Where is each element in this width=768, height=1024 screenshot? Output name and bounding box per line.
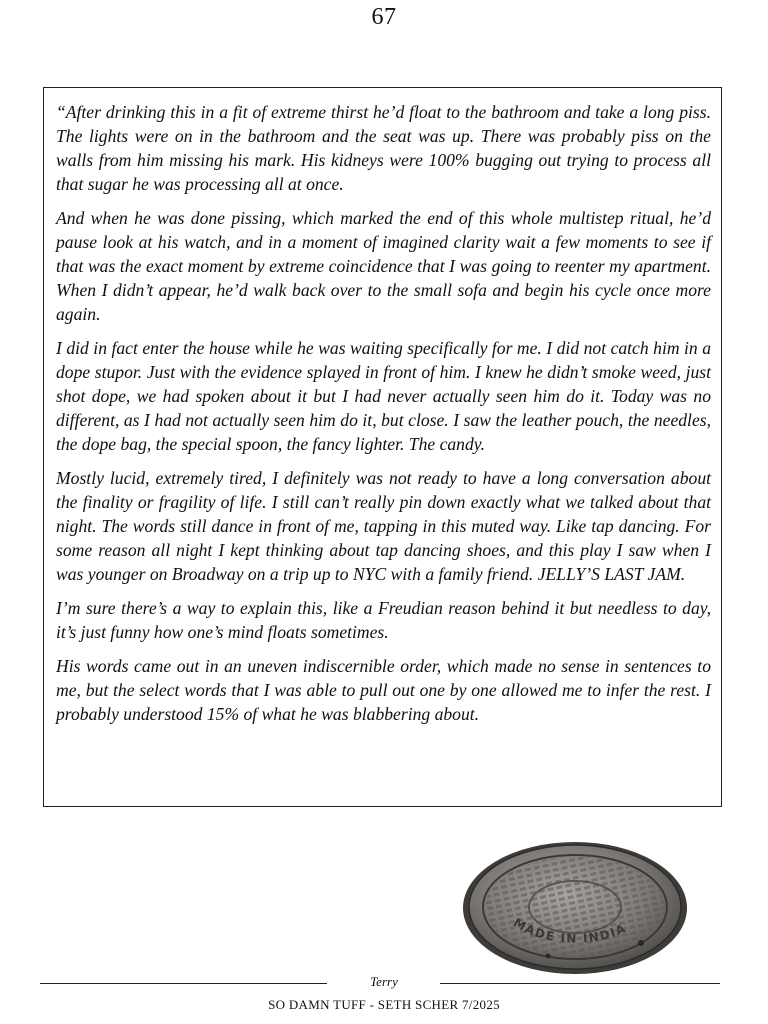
page-number: 67 — [371, 4, 397, 30]
paragraph-1: “After drinking this in a fit of extreme thirst he’d float to the bathroom and take a long piss. The lights were on in the bathroom and the seat was up. There was probably piss on the walls from him missing his mark. His kidneys were 100% bugging out trying to process all that sugar he was processing all at once. — [56, 102, 711, 194]
paragraph-2: And when he was done pissing, which marked the end of this whole multistep ritual, he’d pause look at his watch, and in a moment of imagined clarity wait a few moments to see if that was the exact moment by extreme coincidence that I was going to reenter my apartment. When I didn’t appear, he’d walk back over to the small sofa and begin his cycle once more again. — [56, 208, 711, 324]
story-text-box — [43, 87, 722, 807]
paragraph-3: I did in fact enter the house while he was waiting specifically for me. I did not catch him in a dope stupor. Just with the evidence splayed in front of him. I knew he didn’t smoke weed, just shot dope, we had spoken about it but I had never actually seen him do it. Today was no different, as I had not actually seen him do it, but close. I saw the leather pouch, the needles, the dope bag, the special spoon, the fancy lighter. The candy. — [56, 338, 711, 454]
manhole-cover-icon — [462, 838, 688, 976]
footer-character-name: Terry — [370, 974, 398, 989]
footer-credit: SO DAMN TUFF - SETH SCHER 7/2025 — [268, 997, 500, 1012]
paragraph-4: Mostly lucid, extremely tired, I definitely was not ready to have a long conversation about the finality or fragility of life. I still can’t really pin down exactly what we talked about that night. The words still dance in front of me, tapping in this muted way. Like tap dancing. For some reason all night I kept thinking about tap dancing shoes, and this play I saw when I was younger on Broadway on a trip up to NYC with a family friend. JELLY’S LAST JAM. — [56, 468, 711, 584]
paragraph-6: His words came out in an uneven indiscernible order, which made no sense in sentences to me, but the select words that I was able to pull out one by one allowed me to infer the rest. I probably understood 15% of what he was blabbering about. — [56, 656, 711, 724]
paragraph-5: I’m sure there’s a way to explain this, like a Freudian reason behind it but needless to day, it’s just funny how one’s mind floats sometimes. — [56, 598, 711, 642]
manhole-text: MADE IN INDIA — [510, 915, 629, 946]
